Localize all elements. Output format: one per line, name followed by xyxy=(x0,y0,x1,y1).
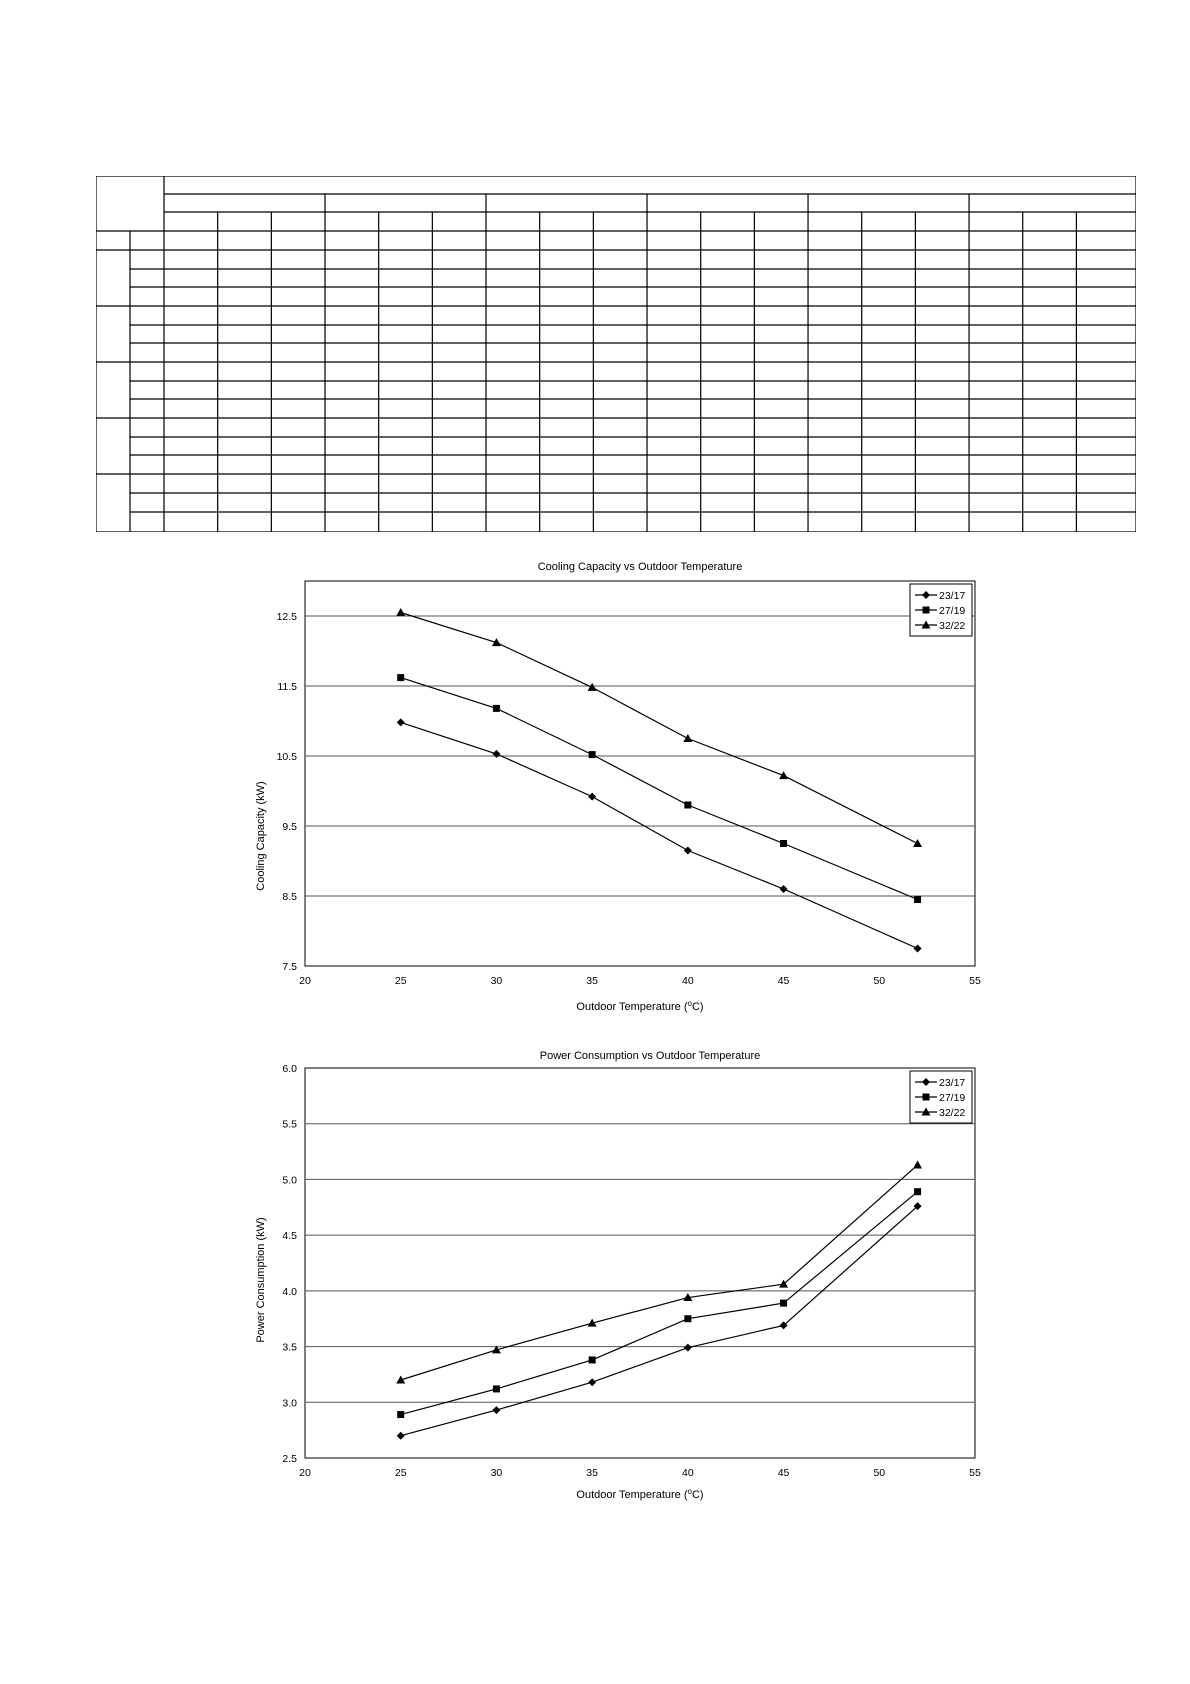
data-point xyxy=(780,1300,787,1307)
x-axis-label-degree: o xyxy=(687,998,692,1008)
data-point xyxy=(588,793,596,801)
x-tick-label: 30 xyxy=(490,1467,503,1479)
y-tick-label: 3.0 xyxy=(282,1397,297,1410)
performance-data-table xyxy=(96,176,1136,532)
power-consumption-chart xyxy=(0,1040,1190,1515)
x-tick-label: 45 xyxy=(777,1467,790,1479)
data-point xyxy=(913,1160,922,1168)
x-axis-label-suffix: C) xyxy=(691,1001,704,1013)
series-line-23-17 xyxy=(401,1206,918,1436)
y-tick-label: 3.5 xyxy=(282,1341,297,1354)
y-tick-label: 12.5 xyxy=(276,611,297,623)
data-point xyxy=(914,1188,921,1195)
x-tick-label: 55 xyxy=(969,1467,981,1479)
series-line-27-19 xyxy=(401,1192,918,1415)
data-point xyxy=(780,885,788,893)
data-point xyxy=(780,840,787,847)
y-tick-label: 4.5 xyxy=(282,1230,297,1243)
y-tick-label: 4.0 xyxy=(282,1285,297,1298)
x-tick-label: 25 xyxy=(394,1467,407,1479)
chart-title: Cooling Capacity vs Outdoor Temperature xyxy=(537,561,743,573)
x-tick-label: 30 xyxy=(490,975,503,987)
x-tick-label: 35 xyxy=(586,1467,598,1479)
data-point xyxy=(684,802,691,809)
legend-label: 32/22 xyxy=(939,1107,966,1119)
legend xyxy=(910,1071,972,1123)
data-point xyxy=(684,847,692,855)
y-tick-label: 8.5 xyxy=(282,891,297,903)
x-tick-label: 50 xyxy=(873,975,886,987)
data-point xyxy=(684,1344,692,1352)
y-tick-label: 2.5 xyxy=(282,1453,297,1465)
data-point xyxy=(589,751,596,758)
series-line-32-22 xyxy=(401,1165,918,1380)
x-axis-label xyxy=(576,999,703,1014)
data-point xyxy=(397,674,404,681)
data-point xyxy=(914,945,922,953)
data-point xyxy=(589,1356,596,1363)
data-point xyxy=(493,1385,500,1392)
data-point xyxy=(588,683,597,691)
chart-title: Power Consumption vs Outdoor Temperature xyxy=(539,1050,761,1062)
legend-label: 27/19 xyxy=(939,1092,966,1104)
y-tick-label: 6.0 xyxy=(282,1063,297,1075)
data-point xyxy=(684,1315,691,1322)
legend-label: 27/19 xyxy=(939,605,966,617)
y-tick-label: 10.5 xyxy=(276,751,297,763)
data-point xyxy=(683,734,692,742)
x-tick-label: 20 xyxy=(299,1467,311,1479)
data-point xyxy=(396,608,405,616)
x-tick-label: 35 xyxy=(586,975,598,987)
data-point xyxy=(913,839,922,847)
x-tick-label: 40 xyxy=(682,1467,694,1479)
y-axis-label: Power Consumption (kW) xyxy=(255,1217,267,1343)
cooling-capacity-chart xyxy=(0,550,1190,1020)
data-point xyxy=(492,1406,500,1414)
data-point xyxy=(914,896,921,903)
y-tick-label: 5.0 xyxy=(282,1174,297,1187)
legend xyxy=(910,584,972,636)
data-point xyxy=(397,1432,405,1440)
y-tick-label: 9.5 xyxy=(282,821,297,833)
x-axis-label-degree: o xyxy=(687,1486,692,1496)
plot-area-frame xyxy=(305,581,975,966)
data-point xyxy=(493,705,500,712)
x-tick-label: 50 xyxy=(873,1467,886,1479)
data-point xyxy=(397,1411,404,1418)
x-tick-label: 20 xyxy=(299,975,311,987)
x-tick-label: 45 xyxy=(777,975,790,987)
data-point xyxy=(588,1378,596,1386)
legend-marker xyxy=(923,607,930,614)
y-axis-label: Cooling Capacity (kW) xyxy=(255,781,267,891)
series-line-32-22 xyxy=(401,613,918,844)
y-tick-label: 5.5 xyxy=(282,1118,297,1131)
x-axis-label xyxy=(576,1487,703,1502)
y-tick-label: 7.5 xyxy=(282,961,297,973)
data-point xyxy=(779,771,788,779)
y-tick-label: 11.5 xyxy=(277,681,297,693)
plot-area-frame xyxy=(305,1068,975,1458)
x-axis-label-prefix: Outdoor Temperature ( xyxy=(576,1489,688,1501)
x-axis-label-suffix: C) xyxy=(691,1489,704,1501)
x-tick-label: 55 xyxy=(969,975,981,987)
x-tick-label: 25 xyxy=(394,975,407,987)
legend-marker xyxy=(923,1094,930,1101)
legend-label: 23/17 xyxy=(939,1077,966,1089)
x-tick-label: 40 xyxy=(682,975,694,987)
legend-label: 23/17 xyxy=(939,590,966,602)
legend-label: 32/22 xyxy=(939,620,966,632)
x-axis-label-prefix: Outdoor Temperature ( xyxy=(576,1001,688,1013)
series-line-27-19 xyxy=(401,678,918,900)
data-point xyxy=(397,718,405,726)
data-point xyxy=(492,750,500,758)
